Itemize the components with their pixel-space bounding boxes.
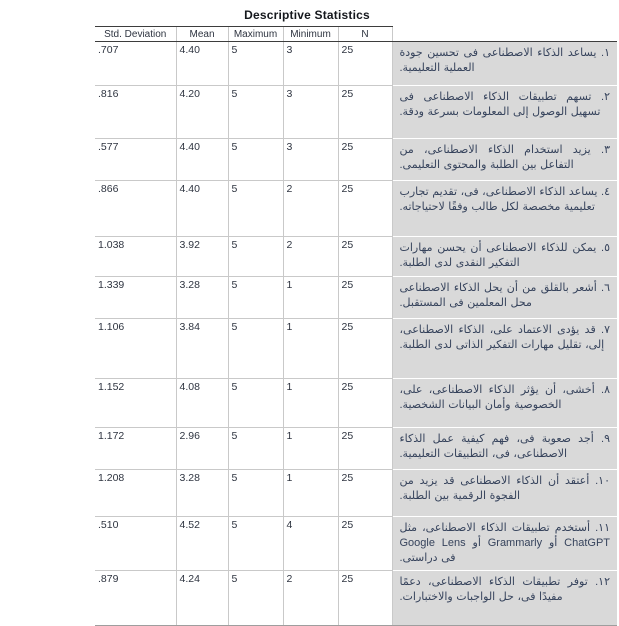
row-label: ١١. أستخدم تطبيقات الذكاء الاصطناعى، مثل ChatGPT أو Grammarly أو Google Lens فى دراستى. xyxy=(392,517,617,571)
column-header-std-deviation: Std. Deviation xyxy=(95,27,176,42)
cell-maximum: 5 xyxy=(228,571,283,626)
cell-n: 25 xyxy=(338,181,392,237)
cell-n: 25 xyxy=(338,86,392,139)
cell-std-deviation: .866 xyxy=(95,181,176,237)
cell-n: 25 xyxy=(338,517,392,571)
cell-maximum: 5 xyxy=(228,517,283,571)
cell-minimum: 1 xyxy=(283,277,338,319)
row-label: ٩. أجد صعوبة فى، فهم كيفية عمل الذكاء الاصطناعى، فى، التطبيقات التعليمية. xyxy=(392,428,617,470)
cell-maximum: 5 xyxy=(228,277,283,319)
page-title: Descriptive Statistics xyxy=(244,8,370,22)
column-header-minimum: Minimum xyxy=(283,27,338,42)
table-row xyxy=(95,237,617,277)
cell-maximum: 5 xyxy=(228,86,283,139)
row-label: ١٢. توفر تطبيقات الذكاء الاصطناعى، دعمًا مفيدًا فى، حل الواجبات والاختبارات. xyxy=(392,571,617,626)
cell-n: 25 xyxy=(338,237,392,277)
cell-std-deviation: .879 xyxy=(95,571,176,626)
cell-minimum: 1 xyxy=(283,379,338,428)
cell-mean: 4.24 xyxy=(176,571,228,626)
row-label: ١٠. أعتقد أن الذكاء الاصطناعى قد يزيد من الفجوة الرقمية بين الطلبة. xyxy=(392,470,617,517)
cell-maximum: 5 xyxy=(228,319,283,379)
cell-mean: 4.52 xyxy=(176,517,228,571)
cell-minimum: 2 xyxy=(283,181,338,237)
cell-n: 25 xyxy=(338,470,392,517)
cell-n: 25 xyxy=(338,277,392,319)
cell-minimum: 1 xyxy=(283,319,338,379)
cell-maximum: 5 xyxy=(228,139,283,181)
cell-maximum: 5 xyxy=(228,42,283,86)
cell-std-deviation: .707 xyxy=(95,42,176,86)
cell-minimum: 2 xyxy=(283,237,338,277)
table-row xyxy=(95,139,617,181)
cell-std-deviation: .577 xyxy=(95,139,176,181)
cell-mean: 3.28 xyxy=(176,277,228,319)
cell-mean: 4.40 xyxy=(176,42,228,86)
row-label: ٣. يزيد استخدام الذكاء الاصطناعى، من التفاعل بين الطلبة والمحتوى التعليمى. xyxy=(392,139,617,181)
cell-minimum: 1 xyxy=(283,470,338,517)
cell-mean: 4.20 xyxy=(176,86,228,139)
table-row xyxy=(95,42,617,86)
cell-mean: 3.28 xyxy=(176,470,228,517)
row-label: ٦. أشعر بالقلق من أن يحل الذكاء الاصطناعى محل المعلمين فى المستقبل. xyxy=(392,277,617,319)
cell-minimum: 1 xyxy=(283,428,338,470)
cell-n: 25 xyxy=(338,139,392,181)
cell-std-deviation: 1.208 xyxy=(95,470,176,517)
cell-mean: 3.84 xyxy=(176,319,228,379)
table-row xyxy=(95,319,617,379)
table-row xyxy=(95,428,617,470)
cell-n: 25 xyxy=(338,379,392,428)
cell-n: 25 xyxy=(338,319,392,379)
cell-minimum: 3 xyxy=(283,86,338,139)
table-row xyxy=(95,470,617,517)
cell-minimum: 3 xyxy=(283,42,338,86)
table-row xyxy=(95,379,617,428)
cell-maximum: 5 xyxy=(228,237,283,277)
table-row xyxy=(95,86,617,139)
row-label: ٨. أخشى، أن يؤثر الذكاء الاصطناعى، على، الخصوصية وأمان البيانات الشخصية. xyxy=(392,379,617,428)
column-header-n: N xyxy=(338,27,392,42)
cell-maximum: 5 xyxy=(228,181,283,237)
row-label: ١. يساعد الذكاء الاصطناعى فى تحسين جودة العملية التعليمية. xyxy=(392,42,617,86)
cell-std-deviation: 1.106 xyxy=(95,319,176,379)
column-header-maximum: Maximum xyxy=(228,27,283,42)
cell-minimum: 4 xyxy=(283,517,338,571)
cell-std-deviation: .816 xyxy=(95,86,176,139)
table-row xyxy=(95,181,617,237)
cell-n: 25 xyxy=(338,428,392,470)
cell-mean: 4.08 xyxy=(176,379,228,428)
column-header-mean: Mean xyxy=(176,27,228,42)
cell-std-deviation: .510 xyxy=(95,517,176,571)
cell-std-deviation: 1.152 xyxy=(95,379,176,428)
cell-std-deviation: 1.172 xyxy=(95,428,176,470)
row-label: ٧. قد يؤدى الاعتماد على، الذكاء الاصطناعى، إلى، تقليل مهارات التفكير الذاتى لدى الطلبة. xyxy=(392,319,617,379)
table-row xyxy=(95,571,617,626)
cell-std-deviation: 1.038 xyxy=(95,237,176,277)
cell-minimum: 3 xyxy=(283,139,338,181)
row-label: ٤. يساعد الذكاء الاصطناعى، فى، تقديم تجارب تعليمية مخصصة لكل طالب وفقًا لاحتياجاته. xyxy=(392,181,617,237)
cell-maximum: 5 xyxy=(228,470,283,517)
cell-mean: 4.40 xyxy=(176,181,228,237)
row-label: ٢. تسهم تطبيقات الذكاء الاصطناعى فى تسهيل الوصول إلى المعلومات بسرعة ودقة. xyxy=(392,86,617,139)
cell-maximum: 5 xyxy=(228,428,283,470)
table-row xyxy=(95,277,617,319)
row-label: ٥. يمكن للذكاء الاصطناعى أن يحسن مهارات التفكير النقدى لدى الطلبة. xyxy=(392,237,617,277)
cell-mean: 2.96 xyxy=(176,428,228,470)
cell-n: 25 xyxy=(338,42,392,86)
cell-std-deviation: 1.339 xyxy=(95,277,176,319)
table-row xyxy=(95,517,617,571)
descriptive-statistics-table xyxy=(95,26,617,626)
header-row xyxy=(95,27,617,42)
cell-minimum: 2 xyxy=(283,571,338,626)
cell-mean: 3.92 xyxy=(176,237,228,277)
column-header-items xyxy=(392,27,617,42)
cell-mean: 4.40 xyxy=(176,139,228,181)
cell-maximum: 5 xyxy=(228,379,283,428)
cell-n: 25 xyxy=(338,571,392,626)
